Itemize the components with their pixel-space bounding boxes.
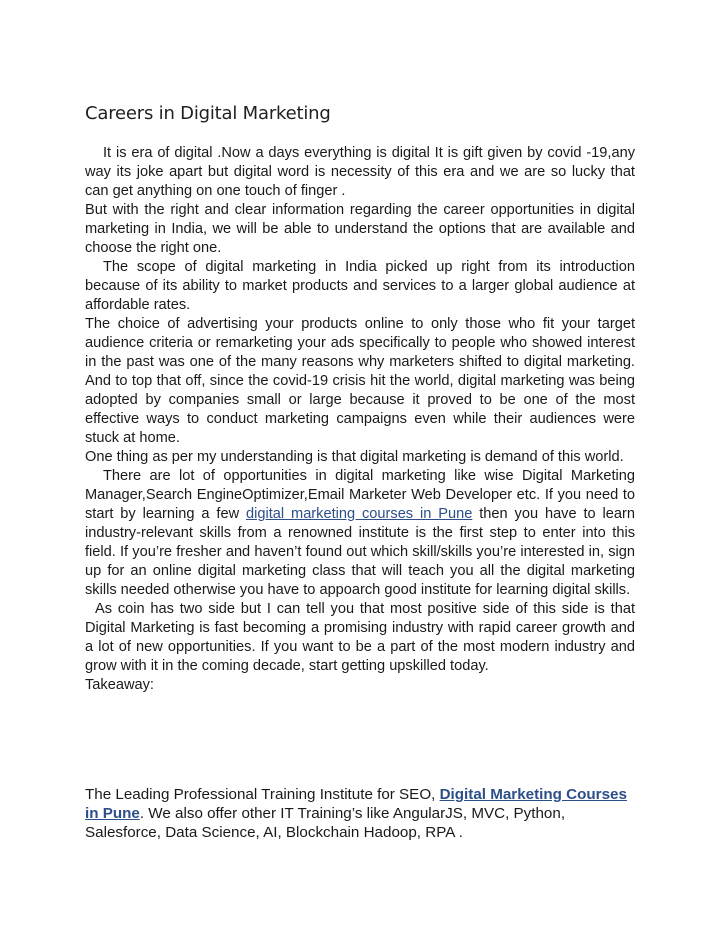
footer-text-before: The Leading Professional Training Institute for SEO, [85,786,440,803]
paragraph-takeaway: Takeaway: [85,677,154,693]
article-body [85,144,635,695]
footer-text-after: . We also offer other IT Training’s like AngularJS, MVC, Python, Salesforce, Data Science, AI, Blockchain Hadoop, RPA . [85,805,566,841]
opportunities-text-before: There are lot of opportunities in digital marketing like wise Digital Marketing Manager,Search EngineOptimizer,Email Marketer Web Developer etc. If you need to start by learning a few [85,468,635,522]
paragraph-career-info: But with the right and clear information regarding the career opportunities in digital marketing in India, we will be able to understand the options that are available and choose the right one. [85,202,635,256]
paragraph-advertising: The choice of advertising your products online to only those who fit your target audience criteria or remarketing your ads specifically to people who showed interest in the past was one of the many reasons why marketers shifted to digital marketing. And to top that off, since the covid-19 crisis hit the world, digital marketing was being adopted by companies small or large because it proved to be one of the most effective ways to conduct marketing campaigns even while their audiences were stuck at home. [85,316,635,446]
courses-link-footer[interactable]: Digital Marketing Courses in Pune [85,786,627,822]
paragraph-intro: It is era of digital .Now a days everything is digital It is gift given by covid -19,any way its joke apart but digital word is necessity of this era and we are so lucky that can get anything on one touch of finger . [85,145,635,199]
footer-paragraph [85,785,635,842]
page-title: Careers in Digital Marketing [85,103,331,124]
paragraph-demand: One thing as per my understanding is that digital marketing is demand of this world. [85,449,624,465]
paragraph-opportunities [85,467,635,600]
paragraph-positive-side: As coin has two side but I can tell you that most positive side of this side is that Digital Marketing is fast becoming a promising industry with rapid career growth and a lot of new opportunities. If you want to be a part of the most modern industry and grow with it in the coming decade, start getting upskilled today. [85,601,635,674]
courses-link-inline[interactable]: digital marketing courses in Pune [246,506,473,522]
footer-block [85,785,635,842]
paragraph-scope: The scope of digital marketing in India picked up right from its introduction because of its ability to market products and services to a larger global audience at affordable rates. [85,259,635,313]
opportunities-text-after: then you have to learn industry-relevant skills from a renowned institute is the first step to enter into this field. If you’re fresher and haven’t found out which skill/skills you’re interested in, sign up for an online digital marketing class that will teach you all the digital marketing skills needed otherwise you have to appoarch good institute for learning digital skills. [85,506,636,598]
